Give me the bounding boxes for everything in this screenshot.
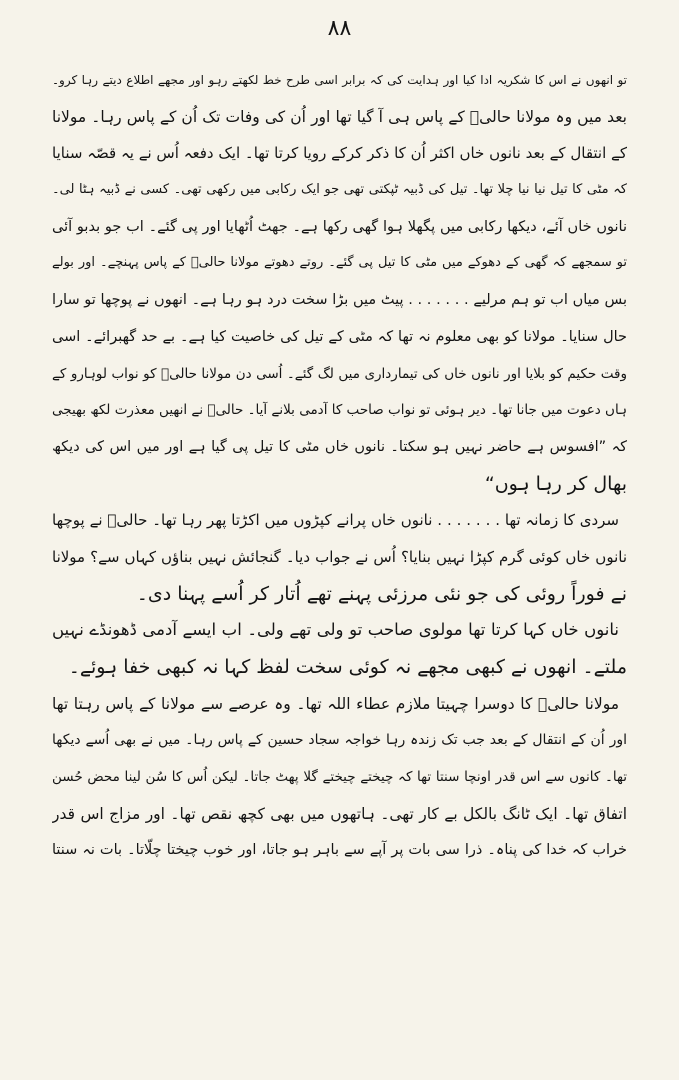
text-line: کے انتقال کے بعد نانوں خاں اکثر اُن کا ذکر کرکے رویا کرتا تھا۔ ایک دفعہ اُس نے یہ قصّہ سنایا xyxy=(52,144,627,163)
text-line: بس میاں اب تو ہم مرلیے . . . . . . . پیٹ میں بڑا سخت درد ہو رہا ہے۔ انھوں نے پوچھا تو سارا xyxy=(52,292,627,309)
text-line: کہ ”افسوس ہے حاضر نہیں ہو سکتا۔ نانوں خاں مٹی کا تیل پی گیا ہے اور میں اس کی دیکھ xyxy=(52,438,627,455)
text-line: کہ مٹی کا تیل نیا نیا چلا تھا۔ تیل کی ڈبیہ ٹپکتی تھی جو ایک رکابی میں رکھی تھی۔ کسی نے ڈبیہ ہٹا لی۔ xyxy=(52,182,627,198)
text-line: بھال کر رہا ہوں“ xyxy=(484,472,627,495)
text-line: سردی کا زمانہ تھا . . . . . . . نانوں خاں پرانے کپڑوں میں اکڑتا پھر رہا تھا۔ حالیؔ نے پوچھا xyxy=(52,511,619,530)
text-line: نانوں خاں آئے، دیکھا رکابی میں پگھلا ہوا گھی رکھا ہے۔ جھٹ اُٹھایا اور پی گئے۔ اب جو بدبو آئی xyxy=(52,218,627,235)
text-line: بعد میں وہ مولانا حالیؔ کے پاس ہی آ گیا تھا اور اُن کی وفات تک اُن کے پاس رہا۔ مولانا xyxy=(52,107,627,126)
text-line: تو انھوں نے اس کا شکریہ ادا کیا اور ہدایت کی کہ برابر اسی طرح خط لکھتے رہو اور مجھے اطلاع دیتے رہا کرو۔ xyxy=(52,73,627,87)
page-number: ۸۸ xyxy=(327,16,352,41)
text-line: تھا۔ کانوں سے اس قدر اونچا سنتا تھا کہ چیختے چیختے گلا پھٹ جاتا۔ لیکن اُس کا سُن لینا محض حُسن xyxy=(52,769,627,786)
urdu-text-body xyxy=(52,62,627,869)
text-line: خراب کہ خدا کی پناہ۔ ذرا سی بات پر آپے سے باہر ہو جاتا، اور خوب چیختا چلّاتا۔ بات نہ سنتا xyxy=(52,842,627,859)
text-line: وقت حکیم کو بلایا اور نانوں خاں کی تیمارداری میں لگ گئے۔ اُسی دن مولانا حالیؔ کو نواب لوہارو کے xyxy=(52,365,627,382)
text-line: ملتے۔ انھوں نے کبھی مجھے نہ کوئی سخت لفظ کہا نہ کبھی خفا ہوئے۔ xyxy=(68,656,627,678)
text-line: اتفاق تھا۔ ایک ٹانگ بالکل بے کار تھی۔ ہاتھوں میں بھی کچھ نقص تھا۔ اور مزاج اس قدر xyxy=(52,804,627,823)
text-line: اور اُن کے انتقال کے بعد جب تک زندہ رہا خواجہ سجاد حسین کے پاس رہا۔ میں نے بھی اُسے دیکھا xyxy=(52,732,627,749)
text-line: نے فوراً روئی کی جو نئی مرزئی پہنے تھے اُتار کر اُسے پہنا دی۔ xyxy=(136,582,627,605)
text-line: تو سمجھے کہ گھی کے دھوکے میں مٹی کا تیل پی گئے۔ روتے دھوتے مولانا حالیؔ کے پاس پہنچے۔ اور بولے xyxy=(52,255,627,271)
text-line: نانوں خاں کوئی گرم کپڑا نہیں بنایا؟ اُس نے جواب دیا۔ گنجائش نہیں بناؤں کہاں سے؟ مولانا xyxy=(52,547,627,566)
text-line: حال سنایا۔ مولانا کو بھی معلوم نہ تھا کہ مٹی کے تیل کی خاصیت کیا ہے۔ بے حد گھبرائے۔ اسی xyxy=(52,328,627,345)
text-line: نانوں خاں کہا کرتا تھا مولوی صاحب تو ولی تھے ولی۔ اب ایسے آدمی ڈھونڈے نہیں xyxy=(52,620,619,640)
text-line: مولانا حالیؔ کا دوسرا چہیتا ملازم عطاء اللہ تھا۔ وہ عرصے سے مولانا کے پاس رہتا تھا xyxy=(52,694,619,713)
text-line: ہاں دعوت میں جانا تھا۔ دیر ہوئی تو نواب صاحب کا آدمی بلانے آیا۔ حالیؔ نے انھیں معذرت لکھ بھیجی xyxy=(52,402,627,419)
